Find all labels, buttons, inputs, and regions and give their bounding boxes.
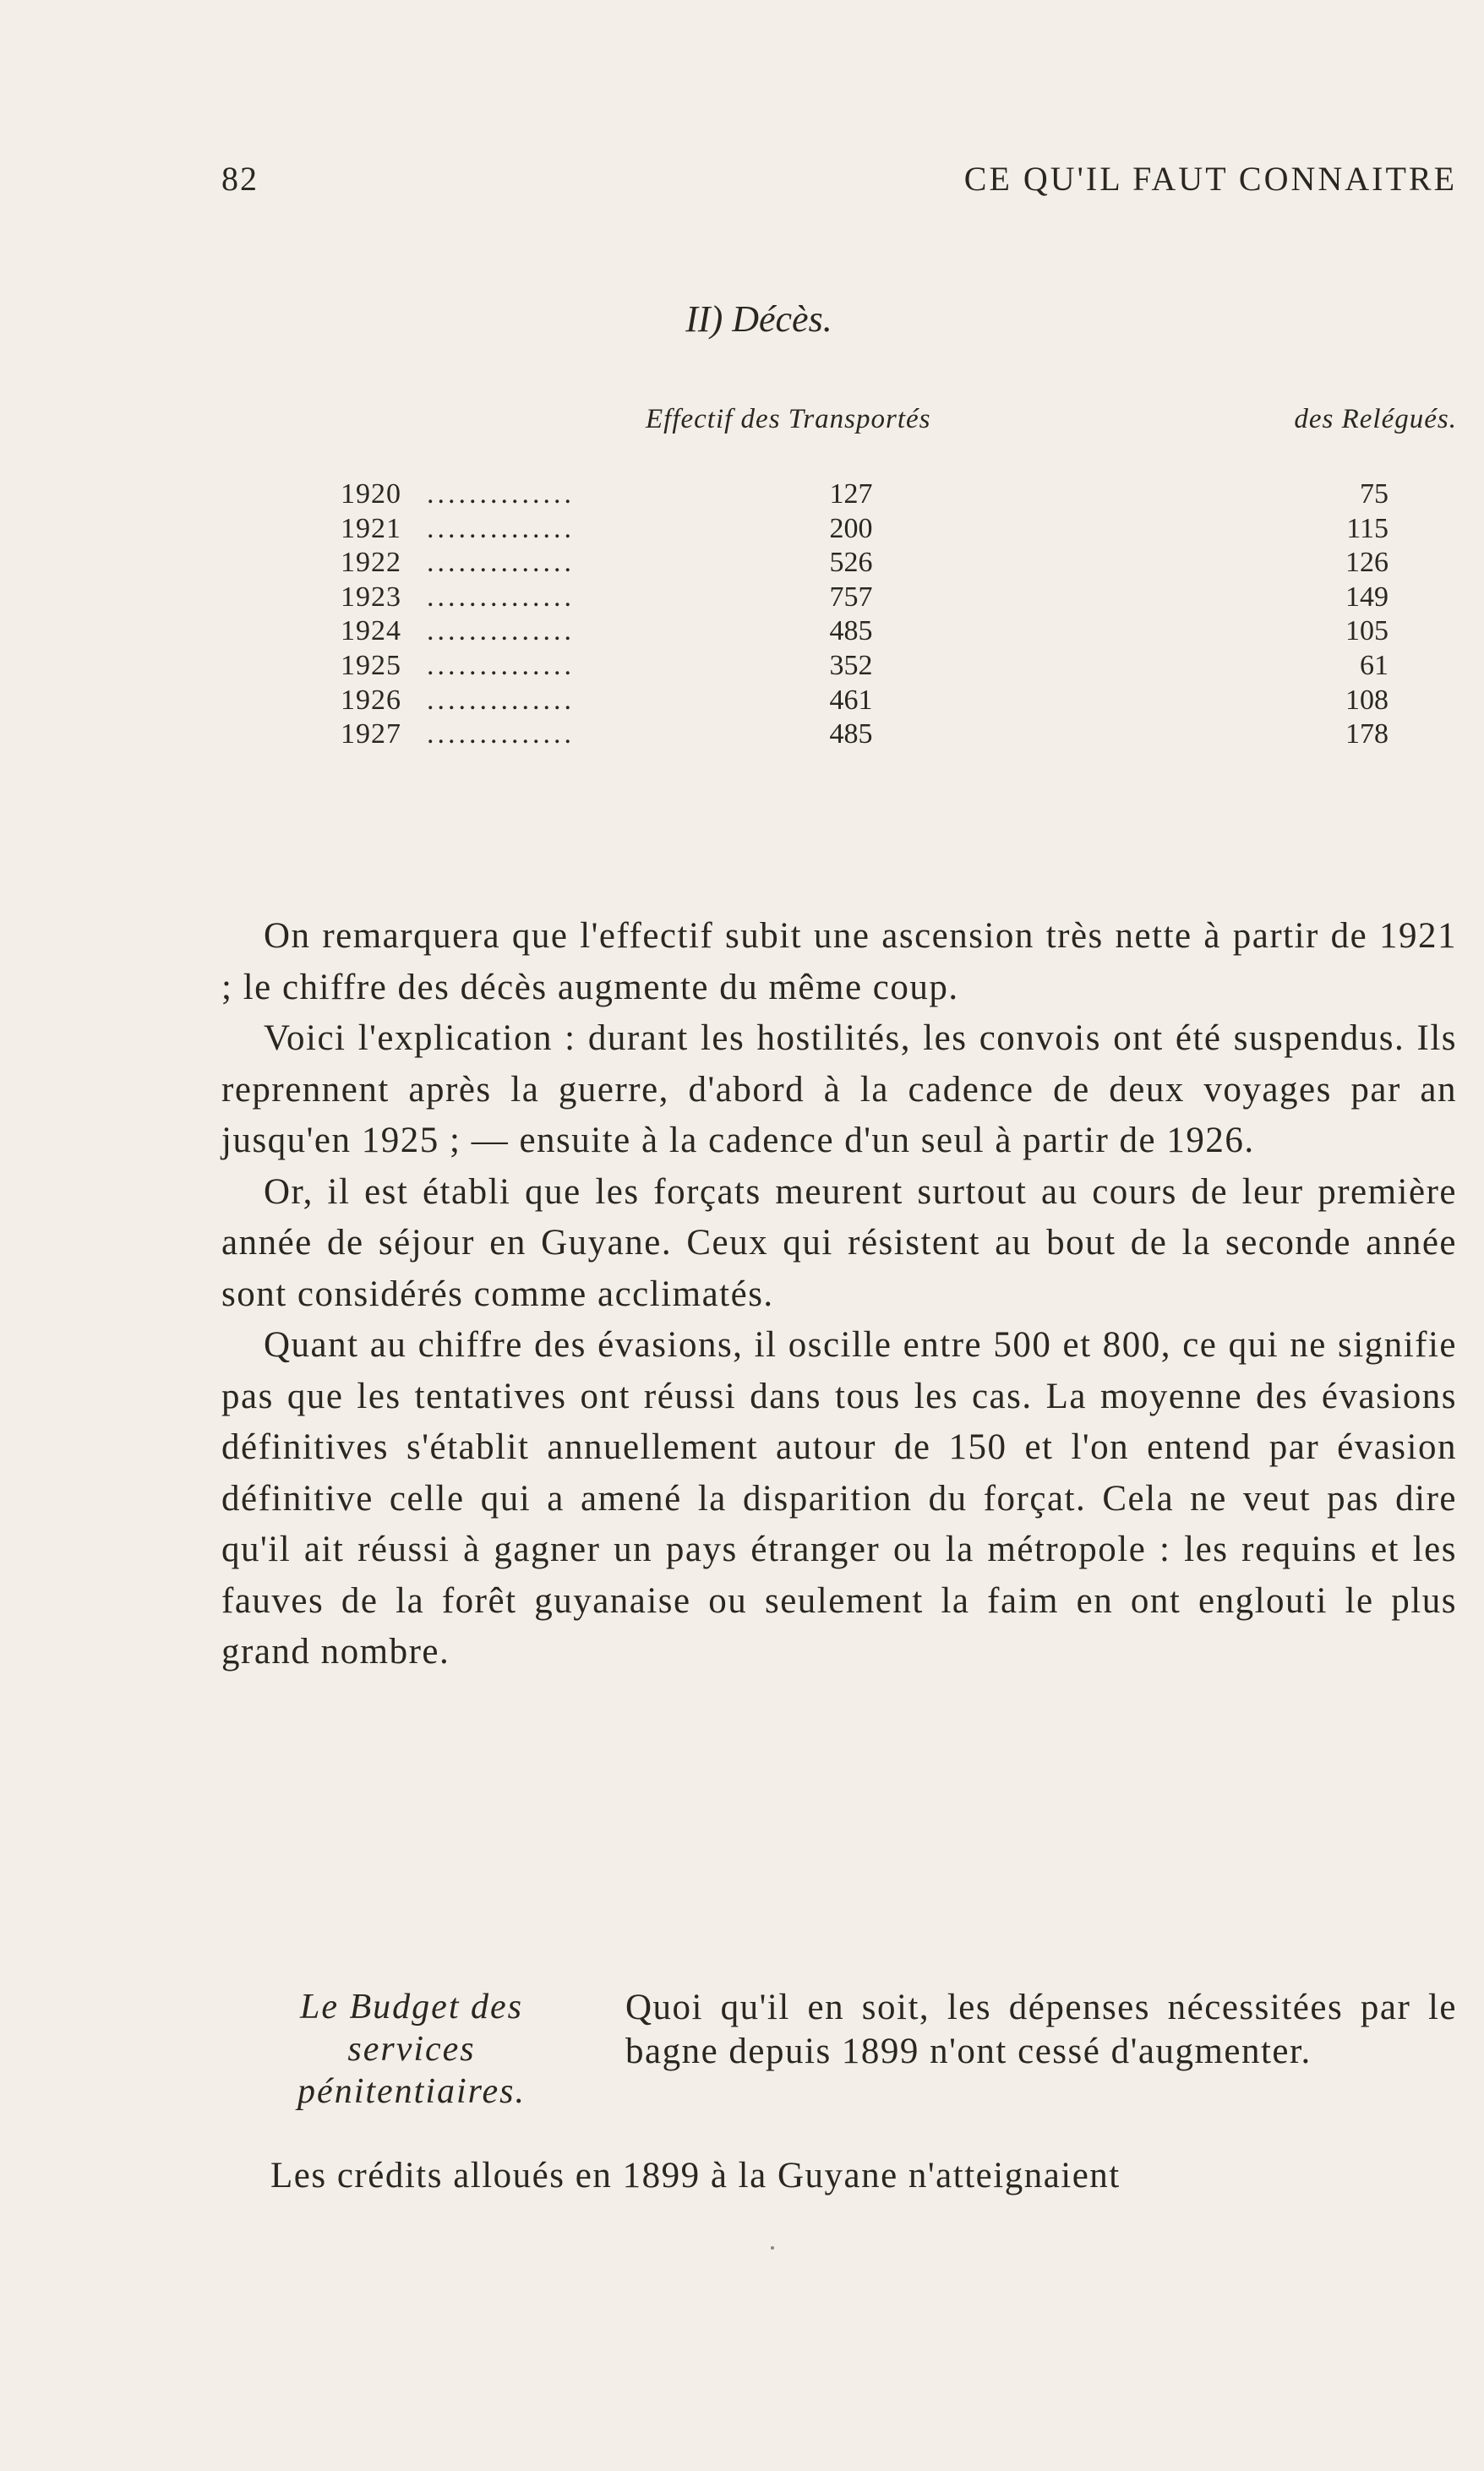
table-row (341, 512, 1389, 547)
row-relegues-value: 115 (1346, 512, 1389, 544)
column-header-transportes: Effectif des Transportés (646, 404, 931, 434)
row-leader-dots: .............. (427, 649, 575, 681)
running-title: CE QU'IL FAUT CONNAITRE (963, 160, 1457, 198)
row-leader-dots: .............. (427, 581, 575, 613)
row-leader-dots: .............. (427, 478, 575, 510)
row-year: 1927 (341, 718, 401, 750)
paragraph: Or, il est établi que les forçats meurent surtout au cours de leur première année de séjour en Guyane. Ceux qui résistent au bout de la seconde année sont considérés comme acclimatés. (221, 1171, 1457, 1314)
section-heading: II) Décès. (685, 298, 832, 340)
row-leader-dots: .............. (427, 684, 575, 716)
row-leader-dots: .............. (427, 512, 575, 544)
row-transportes-value: 485 (829, 615, 873, 647)
row-transportes-value: 352 (829, 649, 873, 681)
page-number: 82 (221, 160, 259, 198)
paragraph: Les crédits alloués en 1899 à la Guyane n'atteignaient (270, 2156, 1121, 2196)
table-row (341, 581, 1389, 615)
row-transportes-value: 200 (829, 512, 873, 544)
row-relegues-value: 149 (1345, 581, 1389, 613)
row-transportes-value: 485 (829, 718, 873, 750)
column-header-relegues: des Relégués. (1294, 404, 1457, 434)
table-row (341, 717, 1389, 752)
table-row (341, 477, 1389, 512)
row-year: 1924 (341, 615, 401, 647)
marginal-note: Le Budget des services pénitentiaires. (297, 1988, 526, 2111)
paragraph: Voici l'explication : durant les hostilités, les convois ont été suspendus. Ils reprennent après la guerre, d'abord à la cadence de deux voyages par an jusqu'en 1925 ; — ensuite à la cadence d'un seul à partir de 1926. (221, 1018, 1457, 1160)
paragraph: Quant au chiffre des évasions, il oscille entre 500 et 800, ce qui ne signifie pas que les tentatives ont réussi dans tous les cas. La moyenne des évasions définitives s'établit annuellement autour de 150 et l'on entend par évasion définitive celle qui a amené la disparition du forçat. Cela ne veut pas dire qu'il ait réussi à gagner un pays étranger ou la métropole : les requins et les fauves de la forêt guyanaise ou seulement la faim en ont englouti le plus grand nombre. (221, 1325, 1457, 1672)
body-text (221, 911, 1457, 1678)
table-row (341, 649, 1389, 684)
row-relegues-value: 105 (1345, 615, 1389, 647)
row-transportes-value: 526 (829, 547, 873, 579)
row-relegues-value: 61 (1360, 649, 1389, 681)
paragraph: On remarquera que l'effectif subit une ascension très nette à partir de 1921 ; le chiffre des décès augmente du même coup. (221, 916, 1457, 1007)
row-relegues-value: 108 (1345, 684, 1389, 716)
row-relegues-value: 126 (1345, 547, 1389, 579)
paper-speck (771, 2246, 774, 2250)
row-year: 1923 (341, 581, 401, 613)
table-row (341, 546, 1389, 581)
table-header (221, 404, 1457, 446)
row-year: 1926 (341, 684, 401, 716)
deaths-table (341, 477, 1389, 752)
row-year: 1921 (341, 512, 401, 544)
table-row (341, 614, 1389, 649)
row-relegues-value: 178 (1345, 718, 1389, 750)
row-year: 1925 (341, 649, 401, 681)
marginal-paragraph: Quoi qu'il en soit, les dépenses nécessitées par le bagne depuis 1899 n'ont cessé d'augmenter. (625, 1988, 1457, 2071)
row-leader-dots: .............. (427, 615, 575, 647)
row-transportes-value: 127 (829, 478, 873, 510)
running-head (221, 159, 1457, 201)
row-leader-dots: .............. (427, 547, 575, 579)
row-leader-dots: .............. (427, 718, 575, 750)
row-relegues-value: 75 (1360, 478, 1389, 510)
row-year: 1922 (341, 547, 401, 579)
row-transportes-value: 757 (829, 581, 873, 613)
table-row (341, 684, 1389, 718)
row-year: 1920 (341, 478, 401, 510)
row-transportes-value: 461 (829, 684, 873, 716)
